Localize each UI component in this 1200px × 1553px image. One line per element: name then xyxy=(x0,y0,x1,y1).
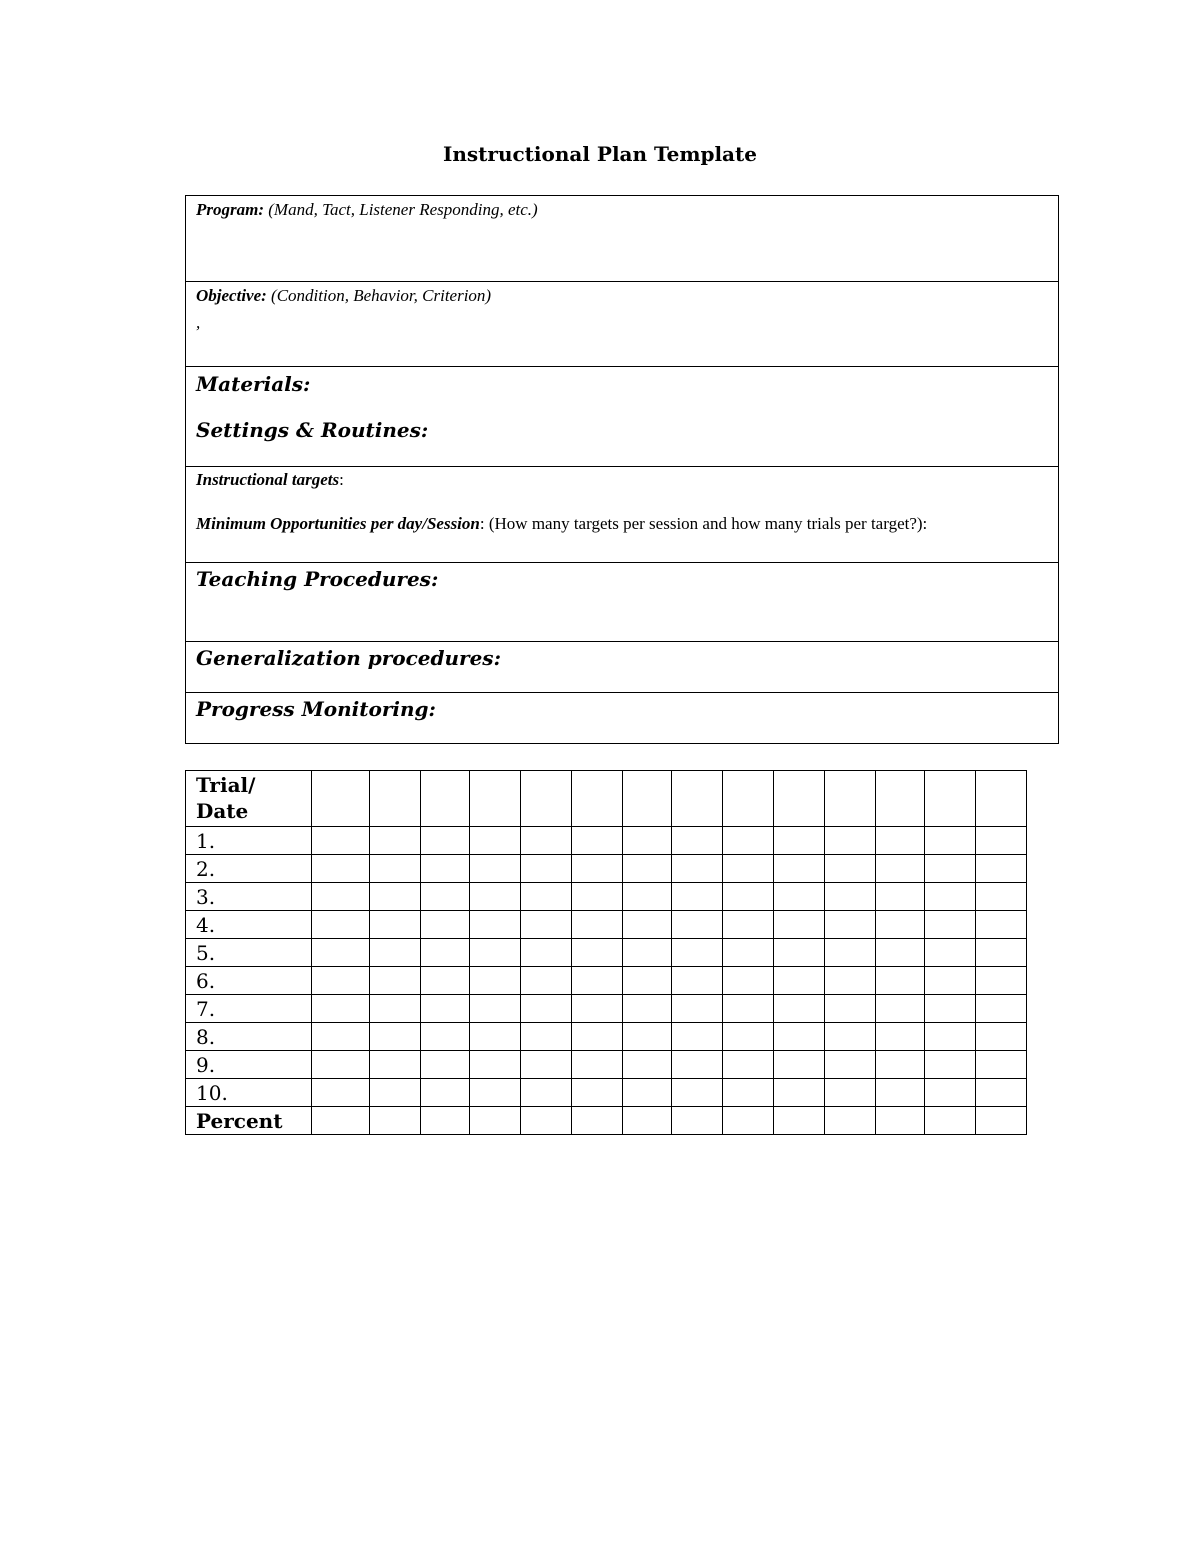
trial-cell[interactable] xyxy=(876,967,925,995)
trial-cell[interactable] xyxy=(521,827,572,855)
trial-cell[interactable] xyxy=(572,995,623,1023)
trial-cell[interactable] xyxy=(312,883,370,911)
trial-cell[interactable] xyxy=(976,1051,1027,1079)
trial-cell[interactable] xyxy=(925,883,976,911)
table-row xyxy=(186,883,1027,911)
trial-cell[interactable] xyxy=(925,1079,976,1107)
trial-cell[interactable] xyxy=(672,1051,723,1079)
program-label: Program: xyxy=(196,200,264,219)
trial-cell[interactable] xyxy=(825,827,876,855)
trial-cell[interactable] xyxy=(421,911,470,939)
page-title: Instructional Plan Template xyxy=(443,142,757,166)
min-opportunities-label: Minimum Opportunities per day/Session xyxy=(196,514,480,533)
materials-settings-row[interactable] xyxy=(186,367,1058,467)
trial-cell[interactable] xyxy=(876,1079,925,1107)
objective-label: Objective: xyxy=(196,286,267,305)
trial-cell[interactable] xyxy=(312,967,370,995)
trial-cell[interactable] xyxy=(312,1023,370,1051)
trial-cell[interactable] xyxy=(774,855,825,883)
trial-cell[interactable] xyxy=(672,939,723,967)
trial-cell[interactable] xyxy=(370,1079,421,1107)
trial-cell[interactable] xyxy=(470,939,521,967)
trial-data-table xyxy=(185,770,1027,1135)
trial-cell[interactable] xyxy=(723,827,774,855)
trial-cell[interactable] xyxy=(672,967,723,995)
trial-cell[interactable] xyxy=(572,1079,623,1107)
trial-cell[interactable] xyxy=(876,883,925,911)
generalization-row[interactable] xyxy=(186,642,1058,693)
table-row xyxy=(186,827,1027,855)
trial-cell[interactable] xyxy=(925,1051,976,1079)
trial-cell[interactable] xyxy=(723,911,774,939)
trial-cell[interactable] xyxy=(370,995,421,1023)
trial-number-label: 10. xyxy=(186,1079,312,1107)
trial-cell[interactable] xyxy=(976,995,1027,1023)
trial-cell[interactable] xyxy=(421,855,470,883)
trial-cell[interactable] xyxy=(521,1107,572,1135)
trial-cell[interactable] xyxy=(723,967,774,995)
trial-cell[interactable] xyxy=(774,1023,825,1051)
trial-cell[interactable] xyxy=(723,855,774,883)
trial-cell[interactable] xyxy=(723,1107,774,1135)
trial-cell[interactable] xyxy=(521,855,572,883)
trial-cell[interactable] xyxy=(723,883,774,911)
trial-number-label: 4. xyxy=(186,911,312,939)
trial-cell[interactable] xyxy=(976,1023,1027,1051)
trial-cell[interactable] xyxy=(774,1107,825,1135)
trial-cell[interactable] xyxy=(976,939,1027,967)
trial-number-label: 2. xyxy=(186,855,312,883)
instructional-targets-label: Instructional targets xyxy=(196,470,340,489)
trial-cell[interactable] xyxy=(825,855,876,883)
trial-cell[interactable] xyxy=(672,1023,723,1051)
trial-cell[interactable] xyxy=(623,911,672,939)
trial-cell[interactable] xyxy=(723,1023,774,1051)
trial-number-label: 1. xyxy=(186,827,312,855)
trial-cell[interactable] xyxy=(825,1023,876,1051)
trial-cell[interactable] xyxy=(421,771,470,827)
trial-cell[interactable] xyxy=(521,995,572,1023)
trial-cell[interactable] xyxy=(470,1107,521,1135)
trial-cell[interactable] xyxy=(421,883,470,911)
trial-cell[interactable] xyxy=(672,827,723,855)
trial-cell[interactable] xyxy=(521,939,572,967)
trial-cell[interactable] xyxy=(876,1023,925,1051)
settings-label: Settings & Routines: xyxy=(196,418,429,442)
trial-header-row xyxy=(186,771,1027,827)
trial-cell[interactable] xyxy=(421,939,470,967)
teaching-row[interactable] xyxy=(186,563,1058,642)
trial-cell[interactable] xyxy=(774,1051,825,1079)
trial-cell[interactable] xyxy=(421,1107,470,1135)
trial-cell[interactable] xyxy=(312,771,370,827)
trial-cell[interactable] xyxy=(521,883,572,911)
trial-cell[interactable] xyxy=(521,911,572,939)
trial-cell[interactable] xyxy=(876,771,925,827)
percent-label: Percent xyxy=(186,1107,312,1135)
trial-number-label: 5. xyxy=(186,939,312,967)
trial-cell[interactable] xyxy=(976,855,1027,883)
trial-cell[interactable] xyxy=(774,883,825,911)
trial-number-label: 9. xyxy=(186,1051,312,1079)
materials-label: Materials: xyxy=(196,372,311,396)
table-row xyxy=(186,939,1027,967)
trial-number-label: 8. xyxy=(186,1023,312,1051)
trial-cell[interactable] xyxy=(470,855,521,883)
trial-cell[interactable] xyxy=(470,1079,521,1107)
trial-cell[interactable] xyxy=(421,1079,470,1107)
trial-cell[interactable] xyxy=(312,995,370,1023)
trial-cell[interactable] xyxy=(470,1023,521,1051)
table-row xyxy=(186,1079,1027,1107)
trial-number-label: 3. xyxy=(186,883,312,911)
trial-cell[interactable] xyxy=(876,827,925,855)
trial-cell[interactable] xyxy=(623,827,672,855)
targets-row[interactable] xyxy=(186,467,1058,563)
trial-cell[interactable] xyxy=(925,995,976,1023)
trial-cell[interactable] xyxy=(976,771,1027,827)
trial-cell[interactable] xyxy=(925,1107,976,1135)
trial-cell[interactable] xyxy=(976,1079,1027,1107)
trial-cell[interactable] xyxy=(470,1051,521,1079)
progress-row[interactable] xyxy=(186,693,1058,743)
trial-cell[interactable] xyxy=(672,911,723,939)
trial-cell[interactable] xyxy=(572,771,623,827)
trial-header-line2: Date xyxy=(196,799,249,823)
table-row xyxy=(186,995,1027,1023)
trial-cell[interactable] xyxy=(623,1023,672,1051)
trial-cell[interactable] xyxy=(623,1079,672,1107)
generalization-label: Generalization procedures: xyxy=(196,646,501,670)
table-row xyxy=(186,1051,1027,1079)
trial-cell[interactable] xyxy=(672,771,723,827)
trial-cell[interactable] xyxy=(825,939,876,967)
trial-number-label: 6. xyxy=(186,967,312,995)
program-hint: (Mand, Tact, Listener Responding, etc.) xyxy=(268,200,538,219)
min-opportunities-suffix: : (How many targets per session and how many trials per target?): xyxy=(479,514,928,533)
trial-cell[interactable] xyxy=(876,855,925,883)
trial-cell[interactable] xyxy=(876,995,925,1023)
trial-cell[interactable] xyxy=(925,827,976,855)
trial-cell[interactable] xyxy=(976,967,1027,995)
trial-number-label: 7. xyxy=(186,995,312,1023)
trial-cell[interactable] xyxy=(925,771,976,827)
trial-cell[interactable] xyxy=(825,1079,876,1107)
trial-cell[interactable] xyxy=(976,1107,1027,1135)
trial-cell[interactable] xyxy=(572,967,623,995)
objective-extra: , xyxy=(196,313,201,332)
table-row xyxy=(186,967,1027,995)
trial-cell[interactable] xyxy=(370,827,421,855)
trial-cell[interactable] xyxy=(421,1051,470,1079)
trial-cell[interactable] xyxy=(421,995,470,1023)
trial-cell[interactable] xyxy=(370,939,421,967)
program-row[interactable] xyxy=(186,196,1058,282)
trial-cell[interactable] xyxy=(370,911,421,939)
trial-cell[interactable] xyxy=(623,939,672,967)
trial-cell[interactable] xyxy=(623,1051,672,1079)
trial-cell[interactable] xyxy=(723,1051,774,1079)
trial-cell[interactable] xyxy=(470,827,521,855)
trial-cell[interactable] xyxy=(470,911,521,939)
trial-cell[interactable] xyxy=(774,771,825,827)
progress-label: Progress Monitoring: xyxy=(196,697,436,721)
trial-cell[interactable] xyxy=(572,1023,623,1051)
trial-cell[interactable] xyxy=(370,967,421,995)
trial-cell[interactable] xyxy=(825,995,876,1023)
trial-cell[interactable] xyxy=(925,911,976,939)
trial-cell[interactable] xyxy=(925,1023,976,1051)
trial-cell[interactable] xyxy=(723,1079,774,1107)
teaching-label: Teaching Procedures: xyxy=(196,567,439,591)
trial-date-header xyxy=(186,771,312,827)
trial-cell[interactable] xyxy=(572,855,623,883)
trial-cell[interactable] xyxy=(312,939,370,967)
table-row xyxy=(186,855,1027,883)
trial-cell[interactable] xyxy=(470,995,521,1023)
trial-cell[interactable] xyxy=(774,827,825,855)
trial-cell[interactable] xyxy=(774,939,825,967)
trial-cell[interactable] xyxy=(876,1051,925,1079)
trial-cell[interactable] xyxy=(521,1023,572,1051)
trial-cell[interactable] xyxy=(421,827,470,855)
trial-cell[interactable] xyxy=(774,911,825,939)
trial-cell[interactable] xyxy=(572,911,623,939)
trial-cell[interactable] xyxy=(370,855,421,883)
trial-cell[interactable] xyxy=(774,995,825,1023)
trial-cell[interactable] xyxy=(572,827,623,855)
trial-cell[interactable] xyxy=(623,967,672,995)
trial-cell[interactable] xyxy=(312,1107,370,1135)
trial-header-line1: Trial/ xyxy=(196,773,256,797)
objective-hint: (Condition, Behavior, Criterion) xyxy=(271,286,492,305)
trial-cell[interactable] xyxy=(623,771,672,827)
trial-cell[interactable] xyxy=(976,827,1027,855)
trial-cell[interactable] xyxy=(470,883,521,911)
trial-cell[interactable] xyxy=(825,1107,876,1135)
table-row xyxy=(186,1023,1027,1051)
trial-cell[interactable] xyxy=(572,1107,623,1135)
trial-cell[interactable] xyxy=(312,827,370,855)
trial-cell[interactable] xyxy=(421,1023,470,1051)
trial-cell[interactable] xyxy=(421,967,470,995)
trial-cell[interactable] xyxy=(825,911,876,939)
percent-row xyxy=(186,1107,1027,1135)
trial-cell[interactable] xyxy=(825,967,876,995)
trial-cell[interactable] xyxy=(521,1051,572,1079)
trial-cell[interactable] xyxy=(774,1079,825,1107)
trial-cell[interactable] xyxy=(876,939,925,967)
trial-cell[interactable] xyxy=(370,1107,421,1135)
trial-cell[interactable] xyxy=(623,855,672,883)
trial-cell[interactable] xyxy=(470,771,521,827)
table-row xyxy=(186,911,1027,939)
trial-cell[interactable] xyxy=(876,911,925,939)
trial-cell[interactable] xyxy=(976,911,1027,939)
trial-cell[interactable] xyxy=(312,1051,370,1079)
trial-cell[interactable] xyxy=(672,1079,723,1107)
trial-cell[interactable] xyxy=(572,1051,623,1079)
trial-cell[interactable] xyxy=(976,883,1027,911)
trial-cell[interactable] xyxy=(723,995,774,1023)
trial-cell[interactable] xyxy=(774,967,825,995)
trial-cell[interactable] xyxy=(925,967,976,995)
trial-cell[interactable] xyxy=(572,883,623,911)
trial-cell[interactable] xyxy=(312,855,370,883)
instructional-targets-suffix: : xyxy=(339,470,344,489)
trial-cell[interactable] xyxy=(825,1051,876,1079)
trial-cell[interactable] xyxy=(370,1051,421,1079)
trial-cell[interactable] xyxy=(521,1079,572,1107)
trial-cell[interactable] xyxy=(623,883,672,911)
trial-cell[interactable] xyxy=(370,771,421,827)
trial-cell[interactable] xyxy=(312,1079,370,1107)
trial-cell[interactable] xyxy=(825,771,876,827)
trial-cell[interactable] xyxy=(470,967,521,995)
trial-cell[interactable] xyxy=(521,771,572,827)
trial-cell[interactable] xyxy=(572,939,623,967)
trial-cell[interactable] xyxy=(672,855,723,883)
trial-cell[interactable] xyxy=(623,1107,672,1135)
trial-cell[interactable] xyxy=(672,995,723,1023)
trial-cell[interactable] xyxy=(925,939,976,967)
trial-cell[interactable] xyxy=(925,855,976,883)
trial-cell[interactable] xyxy=(370,1023,421,1051)
trial-cell[interactable] xyxy=(723,939,774,967)
plan-table xyxy=(185,195,1059,744)
trial-cell[interactable] xyxy=(312,911,370,939)
trial-cell[interactable] xyxy=(623,995,672,1023)
trial-cell[interactable] xyxy=(723,771,774,827)
objective-row[interactable] xyxy=(186,282,1058,367)
trial-cell[interactable] xyxy=(521,967,572,995)
trial-cell[interactable] xyxy=(672,1107,723,1135)
trial-cell[interactable] xyxy=(672,883,723,911)
trial-cell[interactable] xyxy=(876,1107,925,1135)
trial-cell[interactable] xyxy=(370,883,421,911)
trial-cell[interactable] xyxy=(825,883,876,911)
